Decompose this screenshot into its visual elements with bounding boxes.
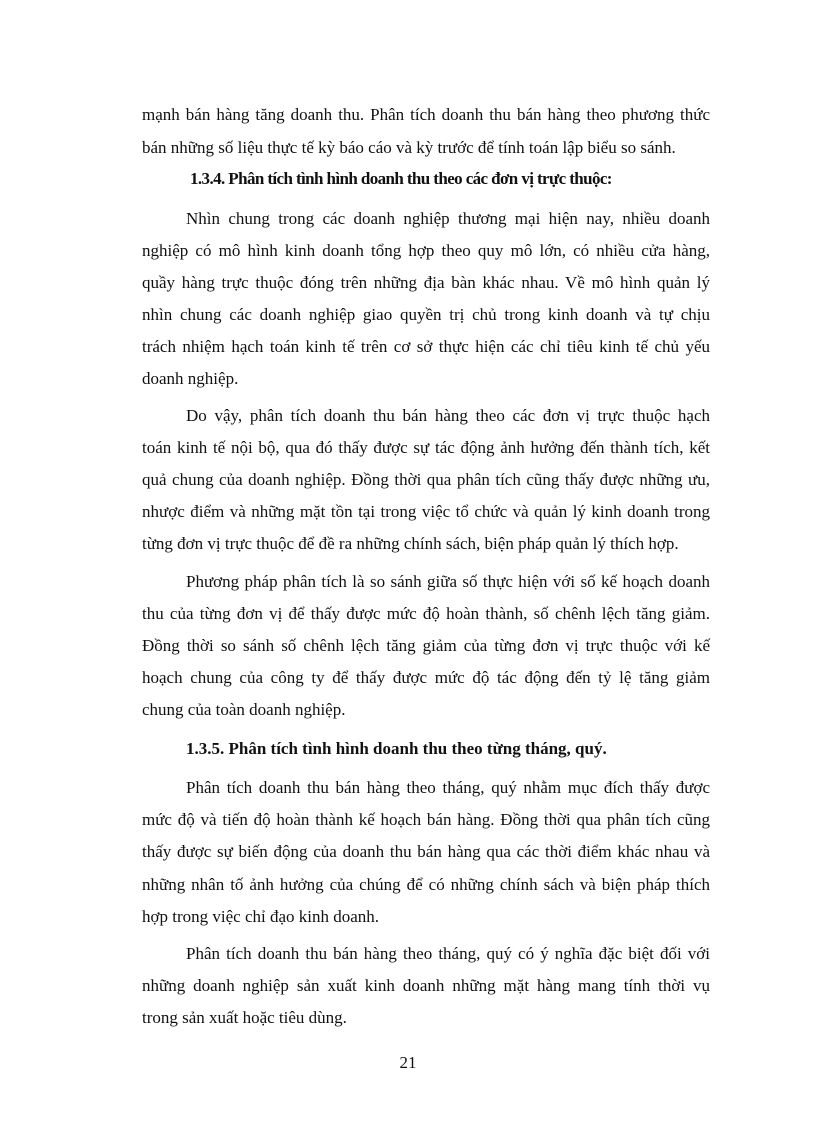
paragraph-line: Đồng thời so sánh số chênh lệch tăng giảm của từng đơn vị trực thuộc với kế xyxy=(142,636,710,655)
paragraph-line: hoạch chung của công ty để thấy được mức độ tác động đến tỷ lệ tăng giảm xyxy=(142,668,710,687)
paragraph-line: từng đơn vị trực thuộc để đề ra những chính sách, biện pháp quản lý thích hợp. xyxy=(142,534,679,553)
paragraph-line: nghiệp có mô hình kinh doanh tổng hợp theo quy mô lớn, có nhiều cửa hàng, xyxy=(142,241,710,260)
intro-line: mạnh bán hàng tăng doanh thu. Phân tích doanh thu bán hàng theo phương thức xyxy=(142,105,710,124)
paragraph-line: Phương pháp phân tích là so sánh giữa số thực hiện với số kế hoạch doanh xyxy=(186,572,710,591)
paragraph-line: trách nhiệm hạch toán kinh tế trên cơ sở thực hiện các chỉ tiêu kinh tế chủ yếu xyxy=(142,337,710,356)
paragraph-line: hợp trong việc chỉ đạo kinh doanh. xyxy=(142,907,380,926)
paragraph-line: mức độ và tiến độ hoàn thành kế hoạch bán hàng. Đồng thời qua phân tích cũng xyxy=(142,810,710,829)
section-heading-1-3-4: 1.3.4. Phân tích tình hình doanh thu theo các đơn vị trực thuộc: xyxy=(190,169,612,188)
paragraph-line: trong sản xuất hoặc tiêu dùng. xyxy=(142,1008,347,1027)
paragraph-line: nhược điểm và những mặt tồn tại trong việc tổ chức và quản lý kinh doanh trong xyxy=(142,502,710,521)
paragraph-line: thấy được sự biến động của doanh thu bán hàng qua các thời điểm khác nhau và xyxy=(142,842,710,861)
paragraph-line: doanh nghiệp. xyxy=(142,369,239,388)
paragraph-line: Phân tích doanh thu bán hàng theo tháng, quý có ý nghĩa đặc biệt đối với xyxy=(186,944,710,963)
page-number: 21 xyxy=(399,1053,417,1072)
paragraph-line: Nhìn chung trong các doanh nghiệp thương mại hiện nay, nhiều doanh xyxy=(186,209,710,228)
paragraph-line: thu của từng đơn vị để thấy được mức độ hoàn thành, số chênh lệch tăng giảm. xyxy=(142,604,710,623)
paragraph-line: quầy hàng trực thuộc đóng trên những địa bàn khác nhau. Về mô hình quản lý xyxy=(142,273,710,292)
paragraph-line: toán kinh tế nội bộ, qua đó thấy được sự tác động ảnh hưởng đến thành tích, kết xyxy=(142,438,710,457)
paragraph-line: nhìn chung các doanh nghiệp giao quyền trị chủ trong kinh doanh và tự chịu xyxy=(142,305,710,324)
paragraph-line: những doanh nghiệp sản xuất kinh doanh những mặt hàng mang tính thời vụ xyxy=(142,976,710,995)
paragraph-line: chung của toàn doanh nghiệp. xyxy=(142,700,346,719)
paragraph-line: Phân tích doanh thu bán hàng theo tháng, quý nhằm mục đích thấy được xyxy=(186,778,710,797)
paragraph-line: Do vậy, phân tích doanh thu bán hàng theo các đơn vị trực thuộc hạch xyxy=(186,406,710,425)
paragraph-line: những nhân tố ảnh hưởng của chúng để có những chính sách và biện pháp thích xyxy=(142,875,710,894)
section-heading-1-3-5: 1.3.5. Phân tích tình hình doanh thu theo từng tháng, quý. xyxy=(186,739,607,758)
paragraph-line: quả chung của doanh nghiệp. Đồng thời qua phân tích cũng thấy được những ưu, xyxy=(142,470,710,489)
intro-line: bán những số liệu thực tế kỳ báo cáo và kỳ trước để tính toán lập biểu so sánh. xyxy=(142,138,676,157)
